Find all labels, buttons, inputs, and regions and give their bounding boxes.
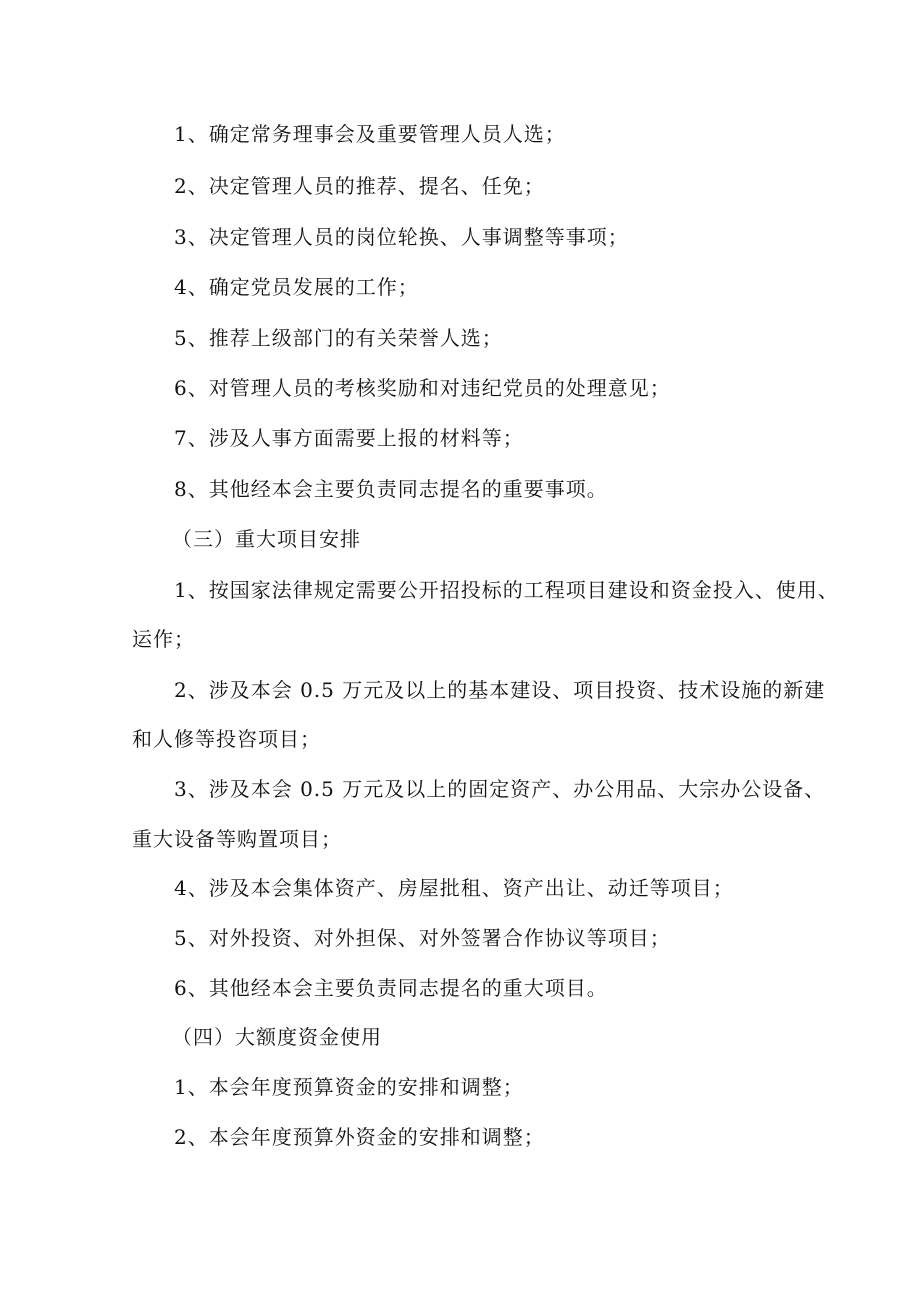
paragraph-1: 1、确定常务理事会及重要管理人员人选；	[174, 122, 566, 146]
section-heading-3: （三）重大项目安排	[172, 527, 361, 551]
paragraph-12: 4、涉及本会集体资产、房屋批租、资产出让、动迁等项目；	[174, 876, 734, 900]
paragraph-7: 7、涉及人事方面需要上报的材料等；	[174, 426, 524, 450]
paragraph-11-line-1: 3、涉及本会 0.5 万元及以上的固定资产、办公用品、大宗办公设备、	[174, 777, 826, 801]
paragraph-3: 3、决定管理人员的岗位轮换、人事调整等事项；	[174, 225, 629, 249]
paragraph-9-line-1: 1、按国家法律规定需要公开招投标的工程项目建设和资金投入、使用、	[174, 578, 839, 602]
paragraph-11-line-2: 重大设备等购置项目；	[132, 827, 342, 851]
paragraph-10-line-1: 2、涉及本会 0.5 万元及以上的基本建设、项目投资、技术设施的新建	[174, 678, 826, 702]
paragraph-13: 5、对外投资、对外担保、对外签署合作协议等项目；	[174, 926, 671, 950]
section-heading-4: （四）大额度资金使用	[172, 1025, 382, 1049]
paragraph-14: 6、其他经本会主要负责同志提名的重大项目。	[174, 976, 608, 1000]
paragraph-16: 2、本会年度预算外资金的安排和调整；	[174, 1125, 545, 1149]
paragraph-4: 4、确定党员发展的工作；	[174, 275, 419, 299]
paragraph-15: 1、本会年度预算资金的安排和调整；	[174, 1075, 524, 1099]
paragraph-10-line-2: 和人修等投咨项目；	[132, 727, 321, 751]
paragraph-8: 8、其他经本会主要负责同志提名的重要事项。	[174, 477, 608, 501]
paragraph-5: 5、推荐上级部门的有关荣誉人选；	[174, 326, 503, 350]
paragraph-6: 6、对管理人员的考核奖励和对违纪党员的处理意见；	[174, 376, 671, 400]
paragraph-2: 2、决定管理人员的推荐、提名、任免；	[174, 174, 545, 198]
paragraph-9-line-2: 运作；	[132, 627, 195, 651]
